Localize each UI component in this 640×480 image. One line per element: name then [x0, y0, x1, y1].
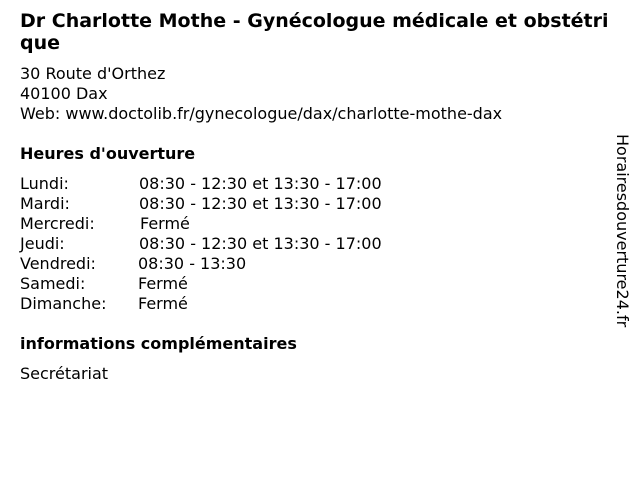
opening-hours-heading: Heures d'ouverture [20, 144, 196, 163]
day-label: Vendredi: [20, 254, 96, 273]
day-hours: 08:30 - 12:30 et 13:30 - 17:00 [139, 174, 382, 193]
day-hours: 08:30 - 12:30 et 13:30 - 17:00 [139, 234, 382, 253]
day-label: Samedi: [20, 274, 86, 293]
day-hours: 08:30 - 13:30 [138, 254, 247, 273]
additional-info-text: Secrétariat [20, 364, 109, 383]
city-postal-code: 40100 Dax [20, 84, 108, 103]
day-hours: Fermé [138, 294, 188, 313]
address-block [20, 64, 502, 124]
day-label: Mercredi: [20, 214, 95, 233]
site-watermark: Horairesdouverture24.fr [613, 134, 632, 328]
page-title: Dr Charlotte Mothe - Gynécologue médicale et obstétrique [20, 10, 609, 54]
day-label: Dimanche: [20, 294, 107, 313]
day-hours: Fermé [138, 274, 188, 293]
day-label: Mardi: [20, 194, 70, 213]
additional-info-heading: informations complémentaires [20, 334, 297, 353]
day-label: Lundi: [20, 174, 69, 193]
day-label: Jeudi: [20, 234, 65, 253]
day-hours: 08:30 - 12:30 et 13:30 - 17:00 [139, 194, 382, 213]
day-hours: Fermé [140, 214, 190, 233]
street-address: 30 Route d'Orthez [20, 64, 166, 83]
website-link[interactable]: Web: www.doctolib.fr/gynecologue/dax/charlotte-mothe-dax [20, 104, 503, 123]
